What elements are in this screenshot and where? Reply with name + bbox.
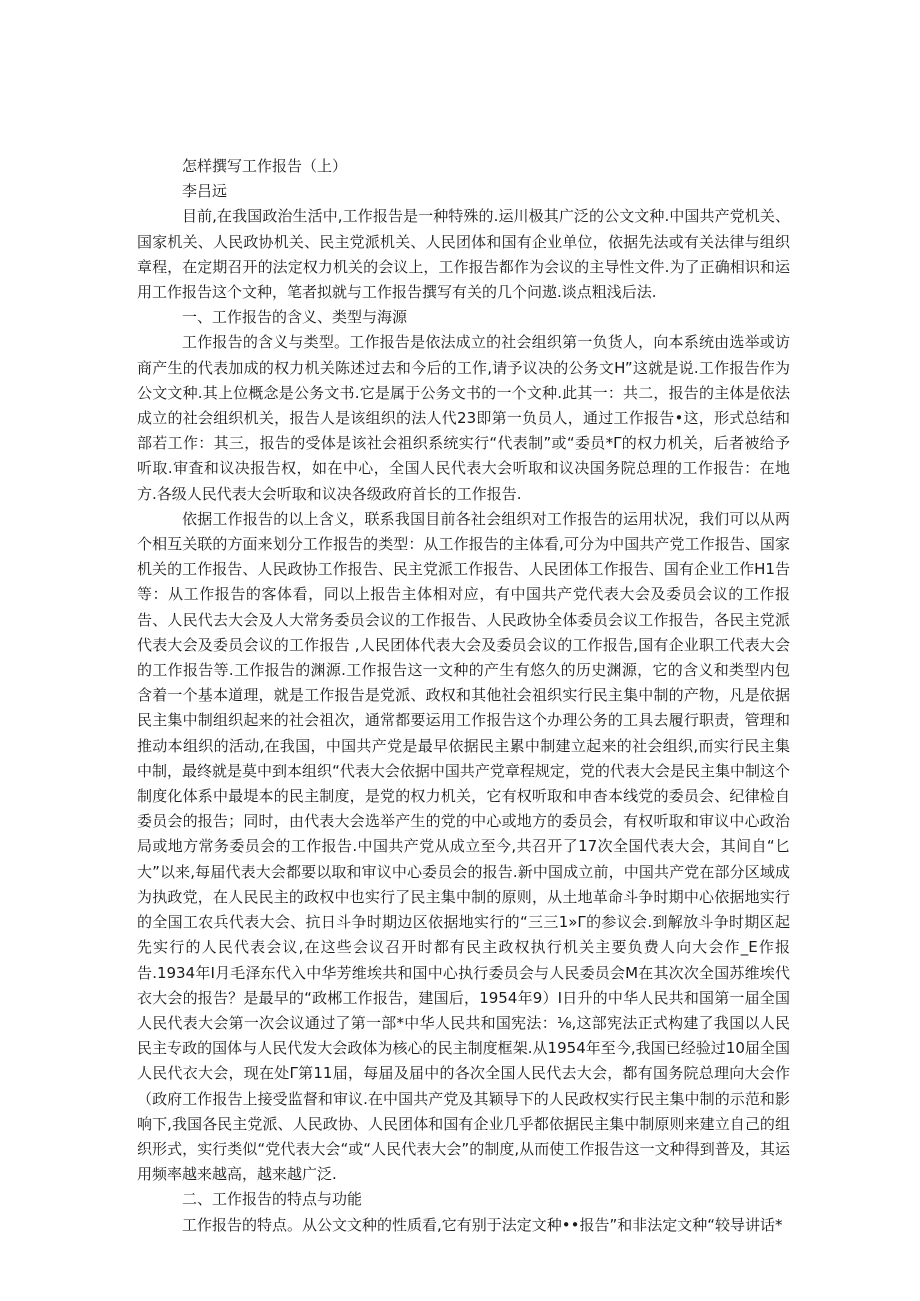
paragraph-definition: 工作报告的含义与类型。工作报告是依法成立的社会组织第一负货人，向本系统由选举或访商产生的代表加成的权力机关陈述过去和今后的工作,请予议决的公务文H”这就是说.工作报告作为公文文种.其上位概念是公务文书.它是属于公务文书的一个文种.此其一：共二，报告的主体是依法成立的社会组织机关，报告人是该组织的法人代23即第一负员人，通过工作报告•这，形式总结和部若工作：其三，报告的受体是该社会祖织系统实行“代表制”或“委员*Γ的权力机关，后者被给予听取.审査和议决报告权，如在中心，全国人民代表大会听取和议决国务院总理的工作报告：在地方.各级人民代表大会听取和议决各级政府首长的工作报告. [137, 333, 790, 503]
paragraph-intro: 目前,在我国政治生活中,工作报告是一种特殊的.运川极其广泛的公文文种.中国共产党机关、国家机关、人民政协机关、民主党派机关、人民团体和国有企业单位，依据先法或有关法律与组织章程，在定期召开的法定权力机关的会议上，工作报告都作为会议的主导性文件.为了正确相识和运用工作报告这个文种，笔者拟就与工作报告撰写有关的几个问遨.谈点粗浅后法. [137, 207, 790, 302]
document-title: 怎样撰写工作报告（上） [182, 157, 348, 175]
paragraph-features: 工作报告的特点。从公文文种的性质看,它有别于法定文种••报告”和非法定文种“较导讲话* [182, 1215, 783, 1234]
document-page [137, 154, 790, 1238]
section-heading-1: 一、工作报告的含义、类型与海源 [182, 308, 408, 327]
document-author: 李吕远 [182, 182, 228, 201]
section-heading-2: 二、工作报告的特点与功能 [182, 1190, 363, 1209]
paragraph-types-origin: 依据工作报告的以上含义，联系我国目前各社会组织对工作报告的运用状况，我们可以从两个相互关联的方面来划分工作报告的类型：从工作报告的主体看,可分为中国共产党工作报告、国家机关的工作报告、人民政协工作报告、民主党派工作报告、人民团体工作报告、国有企业工作H1告等：从工作报告的客体看，同以上报告主体相对应，有中国共产党代表大会及委员会议的工作报告、人民代去大会及人大常务委员会议的工作报告、人民政协全体委员会议工作报告，各民主党派代表大会及委员会议的工作报告 ,人民团体代表大会及委员会议的工作报告,国有企业职工代表大会的工作报告等.工作报告的渊源.工作报告这一文种的产生有悠久的历史渊源，它的含义和类型内包含着一个基本道理，就是工作报告是党派、政权和其他社会祖织实行民主集中制的产物，凡是依据民主集中制组织起来的社会祖次，通常都要运用工作报告这个办理公务的工具去履行职责，管理和推动本组织的活动,在我国，中国共产党是最早依据民主累中制建立起来的社会组织,而实行民主集中制，最终就是莫中到本组织“代表大会依据中国共产党章程规定，党的代表大会是民主集中制这个制度化体系中最堤本的民主制度，是党的权力机关，它有权听取和申杳本线党的委员会、纪律检自委员会的报告；同时，由代表大会选举产生的党的中心或地方的委员会，有权听取和审议中心政治局或地方常务委员会的工作报告.中国共产党从成立至今,共召开了17次全国代表大会，其间自“匕大”以来,每届代表大会都要以取和审议中心委员会的报告.新中国成立前，中国共产党在部分区域成为执政党，在人民民主的政权中也实行了民主集中制的原则，从土地革命斗争时期中心依据地实行的全国工农兵代表大会、抗日斗争时期边区依据地实行的“三三1»Γ的参议会.到解放斗争时期区起先实行的人民代表会议,在这些会议召开时都有民主政权执行机关主要负费人向大会作_E作报告.1934年Ι月毛泽东代入中华芳维埃共和国中心执行委员会与人民委员会M在其次次全国苏维埃代衣大会的报告？是最早的“政郴工作报告，建国后，1954年9）Ι日升的中华人民共和国第一届全国人民代表大会第一次会议通过了第一部*中华人民共和国宪法：⅛,这部宪法正式构建了我国以人民民主专政的国体与人民代发大会政体为核心的民主制度框架.从1954年至今,我国已经验过10届全国人民代衣大会，现在处Γ第11届，每届及届中的各次全国人民代去大会，都有国务院总理向大会作（政府工作报告上接受监督和审议.在中国共产党及其颖导下的人民政权实行民主集中制的示范和影响下,我国各民主党派、人民政协、人民团体和国有企业几乎都依据民主集中制原则来建立自己的组织形式，实行类似“党代表大会“或“人民代表大会”的制度,从而使工作报告这一文种得到普及，其运用频率越来越高，越来越广泛. [137, 509, 790, 1184]
